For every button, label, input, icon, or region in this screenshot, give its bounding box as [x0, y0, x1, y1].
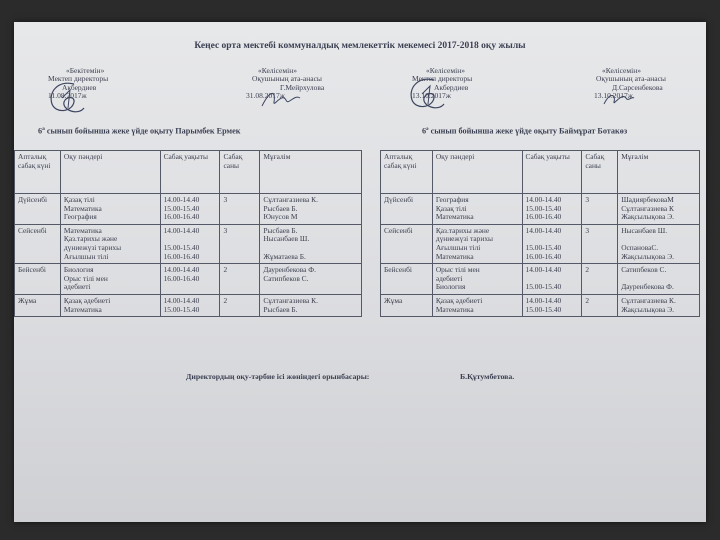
- parent-signature-2-icon: [602, 86, 636, 110]
- approval-3-signer: Акбердиев: [434, 82, 469, 92]
- table-row: [381, 264, 700, 295]
- approval-4-role: Оқушының ата-анасы: [596, 74, 666, 84]
- subjects-cell-line: Ағылшын тілі: [63, 251, 109, 261]
- day-cell: Бейсенбі: [15, 264, 61, 295]
- count-cell: 2: [582, 264, 618, 295]
- subjects-cell-line: Математика: [435, 251, 474, 261]
- table-row: [15, 194, 362, 225]
- subjects-cell-line: Математика: [63, 203, 102, 213]
- schedule-1-body: [15, 194, 362, 317]
- director-signature-icon: [44, 78, 88, 118]
- count-cell: 3: [582, 224, 618, 263]
- footer-label: Директордың оқу-тәрбие ісі жөніндегі орынбасары:: [186, 372, 370, 381]
- teachers-cell: [260, 194, 362, 225]
- teachers-cell-line: Жақсылықова Э.: [621, 251, 674, 261]
- header-teacher: Мұғалім: [260, 151, 362, 194]
- schedule-2-subtitle: $6^ә$ сынып бойынша жеке үйде оқыту Баймұрат Ботакөз: [422, 126, 628, 136]
- day-cell: Жұма: [381, 294, 433, 316]
- teachers-cell: [618, 264, 700, 295]
- table-header-row: [15, 151, 362, 194]
- teachers-cell-line: Дауренбекова Ф.: [263, 265, 316, 275]
- approval-1-date: 11.08.2017ж: [48, 91, 87, 101]
- times-cell: [160, 224, 220, 263]
- subjects-cell-line: әдебиеті: [63, 282, 91, 292]
- day-cell: Дүйсенбі: [15, 194, 61, 225]
- header-subjects: Оқу пәндері: [432, 151, 522, 194]
- subjects-cell-line: Қаз.тарихы және: [435, 225, 490, 235]
- teachers-cell-line: Дауренбекова Ф.: [621, 282, 674, 292]
- times-cell-line: 16.00-16.40: [525, 251, 562, 261]
- table-row: [15, 294, 362, 316]
- subjects-cell-line: Қаз.тарихы және: [63, 234, 118, 244]
- approval-3-role: Мектеп директоры: [412, 74, 473, 84]
- times-cell: [160, 194, 220, 225]
- subjects-cell: [60, 294, 160, 316]
- subjects-cell: [60, 224, 160, 263]
- teachers-cell-line: Нысанбаев Ш.: [263, 234, 310, 244]
- teachers-cell-line: Жақсылықова Э.: [621, 304, 674, 314]
- subjects-cell-line: Биология: [435, 282, 466, 292]
- times-cell-line: 14.00-14.40: [525, 225, 562, 235]
- table-row: [381, 194, 700, 225]
- teachers-cell-line: Жақсылықова Э.: [621, 212, 674, 222]
- times-cell-line: 15.00-15.40: [525, 203, 562, 213]
- subjects-cell-line: Орыс тілі мен: [63, 273, 108, 283]
- teachers-cell-line: Жұматаева Б.: [263, 251, 306, 261]
- subjects-cell-line: Математика: [435, 304, 474, 314]
- header-time: Сабақ уақыты: [522, 151, 582, 194]
- teachers-cell-line: Рысбаев Б.: [263, 203, 298, 213]
- teachers-cell-line: ОспановаС.: [621, 242, 659, 252]
- times-cell-line: 16.00-16.40: [163, 212, 200, 222]
- day-cell: Бейсенбі: [381, 264, 433, 295]
- header-subjects: Оқу пәндері: [60, 151, 160, 194]
- approval-3-heading: «Келісемін»: [426, 66, 465, 75]
- subjects-cell-line: География: [435, 195, 469, 204]
- times-cell-line: 14.00-14.40: [163, 225, 200, 235]
- parent-signature-icon: [260, 86, 302, 112]
- count-cell: 3: [582, 194, 618, 225]
- header-teacher: Мұғалім: [618, 151, 700, 194]
- count-cell: 2: [220, 294, 260, 316]
- times-cell-line: 15.00-15.40: [525, 304, 562, 314]
- times-cell: [522, 264, 582, 295]
- schedule-1-table: [14, 150, 362, 317]
- times-cell-line: 16.00-16.40: [163, 273, 200, 283]
- count-cell: 2: [582, 294, 618, 316]
- times-cell-line: 16.00-16.40: [525, 212, 562, 222]
- times-cell-line: 15.00-15.40: [163, 203, 200, 213]
- approval-1-role: Мектеп директоры: [48, 74, 109, 84]
- count-cell: 2: [220, 264, 260, 295]
- subjects-cell-line: дүниежүзі тарихы: [435, 234, 493, 244]
- subjects-cell: [432, 294, 522, 316]
- day-cell: Сейсенбі: [15, 224, 61, 263]
- subjects-cell-line: дүниежүзі тарихы: [63, 242, 122, 252]
- table-row: [381, 224, 700, 263]
- header-count: Сабақ саны: [220, 151, 260, 194]
- day-cell: Жұма: [15, 294, 61, 316]
- director-signature-2-icon: [404, 74, 448, 114]
- times-cell: [522, 294, 582, 316]
- approval-4-heading: «Келісемін»: [602, 66, 641, 75]
- teachers-cell: [260, 264, 362, 295]
- teachers-cell-line: Сұлтангазиева К.: [621, 295, 676, 305]
- times-cell-line: 14.00-14.40: [163, 195, 200, 204]
- subjects-cell-line: Математика: [435, 212, 474, 222]
- count-cell: 3: [220, 194, 260, 225]
- document-title: Кеңес орта мектебі коммуналдық мемлекеттік мекемесі 2017-2018 оқу жылы: [194, 41, 526, 51]
- subjects-cell-line: Биология: [63, 265, 94, 275]
- approval-1-heading: «Бекітемін»: [66, 66, 105, 75]
- approval-4-date: 13.10.2017ж: [594, 91, 633, 101]
- table-row: [381, 294, 700, 316]
- teachers-cell-line: Нысанбаев Ш.: [621, 225, 668, 235]
- subjects-cell-line: Қазақ тілі: [63, 195, 95, 204]
- approval-4-signer: Д.Сарсенбекова: [612, 82, 663, 92]
- teachers-cell: [260, 294, 362, 316]
- times-cell: [522, 194, 582, 225]
- times-cell-line: 16.00-16.40: [163, 251, 200, 261]
- subjects-cell: [60, 264, 160, 295]
- teachers-cell-line: Рысбаев Б.: [263, 225, 298, 235]
- subjects-cell-line: Орыс тілі мен: [435, 265, 480, 275]
- times-cell-line: 14.00-14.40: [525, 195, 562, 204]
- day-cell: Дүйсенбі: [381, 194, 433, 225]
- teachers-cell-line: Сұлтангазиева К.: [263, 295, 318, 305]
- header-count: Сабақ саны: [582, 151, 618, 194]
- day-cell: Сейсенбі: [381, 224, 433, 263]
- times-cell-line: 14.00-14.40: [525, 265, 562, 275]
- subjects-cell: [60, 194, 160, 225]
- teachers-cell: [618, 194, 700, 225]
- approval-1-signer: Акбердиев: [62, 82, 97, 92]
- subjects-cell-line: Ағылшын тілі: [435, 242, 481, 252]
- times-cell-line: 15.00-15.40: [163, 242, 200, 252]
- times-cell-line: 14.00-14.40: [163, 295, 200, 305]
- header-day: Апталық сабақ күні: [15, 151, 61, 194]
- approval-2-date: 31.08.2017ж: [246, 91, 285, 101]
- times-cell-line: 15.00-15.40: [525, 242, 562, 252]
- teachers-cell: [618, 294, 700, 316]
- table-row: [15, 264, 362, 295]
- approval-2-signer: Г.Мейрхулова: [280, 82, 325, 92]
- times-cell-line: 14.00-14.40: [163, 265, 200, 275]
- subjects-cell-line: Қазақ тілі: [435, 203, 467, 213]
- header-day: Апталық сабақ күні: [381, 151, 433, 194]
- subjects-cell: [432, 224, 522, 263]
- teachers-cell: [260, 224, 362, 263]
- schedule-1-subtitle: $6^а$ сынып бойынша жеке үйде оқыту Парымбек Ермек: [38, 126, 241, 136]
- times-cell-line: 15.00-15.40: [525, 282, 562, 292]
- document-page: [14, 22, 706, 522]
- times-cell-line: 15.00-15.40: [163, 304, 200, 314]
- subjects-cell-line: Қазақ әдебиеті: [435, 295, 483, 305]
- teachers-cell-line: Сұлтангазиева К.: [263, 195, 318, 204]
- teachers-cell-line: Сатипбеков С.: [621, 265, 667, 275]
- approval-3-date: 13.10.2017ж: [412, 91, 451, 101]
- subjects-cell: [432, 194, 522, 225]
- times-cell: [522, 224, 582, 263]
- subjects-cell-line: География: [63, 212, 97, 222]
- subjects-cell: [432, 264, 522, 295]
- header-time: Сабақ уақыты: [160, 151, 220, 194]
- times-cell: [160, 294, 220, 316]
- teachers-cell-line: ШадиярбековаМ: [621, 195, 674, 204]
- approval-2-heading: «Келісемін»: [258, 66, 297, 75]
- teachers-cell: [618, 224, 700, 263]
- teachers-cell-line: Рысбаев Б.: [263, 304, 298, 314]
- teachers-cell-line: Сұлтангазиева К: [621, 203, 674, 213]
- times-cell: [160, 264, 220, 295]
- subjects-cell-line: Қазақ әдебиеті: [63, 295, 111, 305]
- schedule-2-body: [381, 194, 700, 317]
- subjects-cell-line: Математика: [63, 225, 102, 235]
- schedule-2-table: [380, 150, 700, 317]
- table-header-row: [381, 151, 700, 194]
- times-cell-line: 14.00-14.40: [525, 295, 562, 305]
- table-row: [15, 224, 362, 263]
- approval-2-role: Оқушының ата-анасы: [252, 74, 322, 84]
- teachers-cell-line: Юнусов М: [263, 212, 298, 222]
- count-cell: 3: [220, 224, 260, 263]
- subjects-cell-line: әдебиеті: [435, 273, 463, 283]
- footer-signer: Б.Құтумбетова.: [460, 372, 515, 381]
- subjects-cell-line: Математика: [63, 304, 102, 314]
- teachers-cell-line: Сатипбеков С.: [263, 273, 309, 283]
